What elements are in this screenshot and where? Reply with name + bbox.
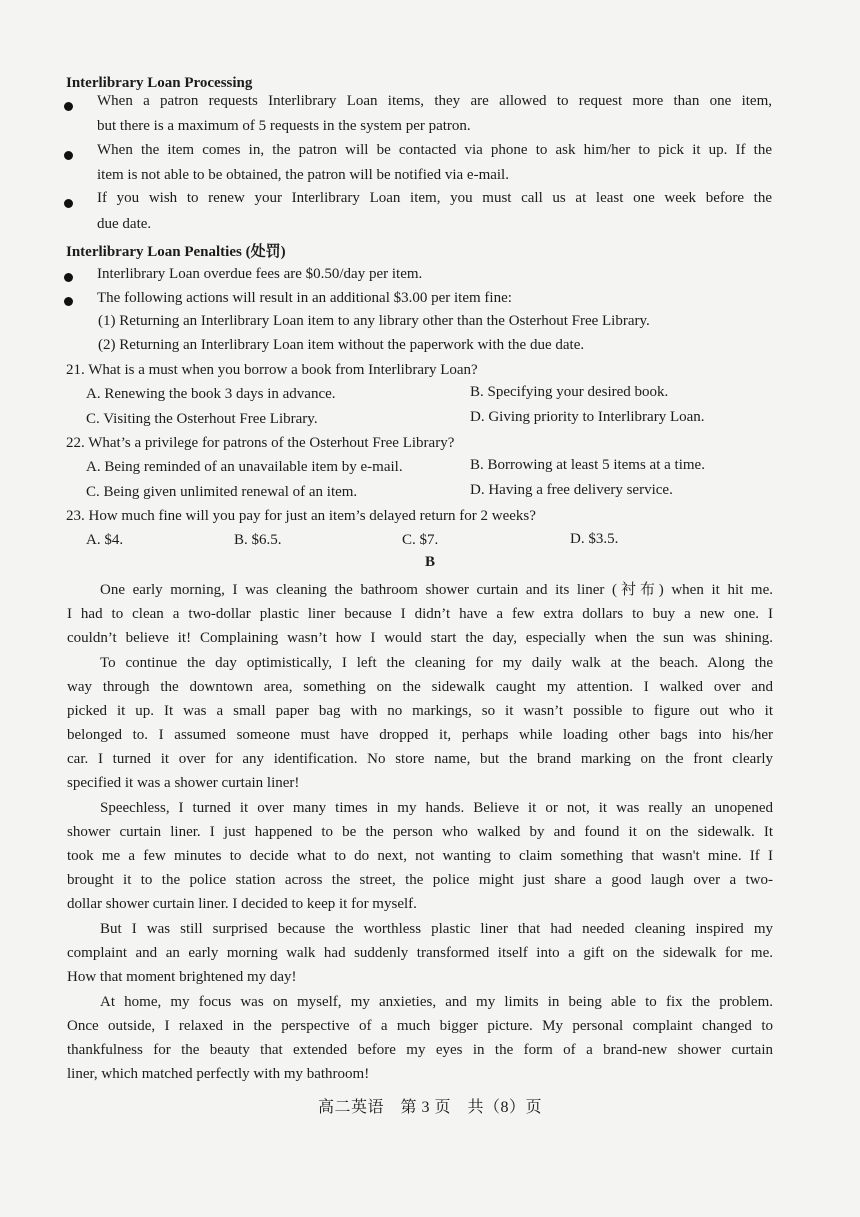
passage-line: brought it to the police station across the street, the police might just share a good laugh over a two- (67, 872, 773, 888)
question-21-option-a: A. Renewing the book 3 days in advance. (86, 386, 336, 402)
processing-item-2-line-2: item is not able to be obtained, the patron will be notified via e-mail. (97, 167, 509, 183)
processing-item-2-line-1: When the item comes in, the patron will be contacted via phone to ask him/her to pick it up. If the (97, 142, 772, 158)
question-21-option-b: B. Specifying your desired book. (470, 384, 669, 400)
section-heading-penalties: Interlibrary Loan Penalties (处罚) (66, 244, 286, 260)
passage-line: specified it was a shower curtain liner! (67, 775, 300, 791)
processing-item-1-line-2: but there is a maximum of 5 requests in the system per patron. (97, 118, 471, 134)
penalties-item-1: Interlibrary Loan overdue fees are $0.50/day per item. (97, 266, 423, 282)
processing-item-3-line-1: If you wish to renew your Interlibrary Loan item, you must call us at least one week before the (97, 190, 772, 206)
passage-line: complaint and an early morning walk had suddenly transformed itself into a gift on the sidewalk for me. (67, 945, 773, 961)
bullet-icon (64, 199, 73, 208)
bullet-icon (64, 151, 73, 160)
passage-line: way through the downtown area, something on the sidewalk caught my attention. I walked over and (67, 679, 773, 695)
bullet-icon (64, 102, 73, 111)
question-22-option-a: A. Being reminded of an unavailable item by e-mail. (86, 459, 403, 475)
bullet-icon (64, 297, 73, 306)
question-23-option-a: A. $4. (86, 532, 124, 548)
passage-line: shower curtain liner. I just happened to be the person who walked by and found it on the sidewalk. It (67, 824, 773, 840)
passage-line: dollar shower curtain liner. I decided to keep it for myself. (67, 896, 417, 912)
section-heading-processing: Interlibrary Loan Processing (66, 75, 253, 91)
passage-line: Speechless, I turned it over many times in my hands. Believe it or not, it was really an unopened (100, 800, 773, 816)
question-21-option-d: D. Giving priority to Interlibrary Loan. (470, 409, 705, 425)
question-22-option-c: C. Being given unlimited renewal of an item. (86, 484, 358, 500)
question-23-option-c: C. $7. (402, 532, 439, 548)
passage-line: But I was still surprised because the worthless plastic liner that had needed cleaning inspired my (100, 921, 773, 937)
penalties-subitem-2: (2) Returning an Interlibrary Loan item without the paperwork with the due date. (98, 337, 585, 353)
passage-line: Once outside, I relaxed in the perspective of a much bigger picture. My personal complaint changed to (67, 1018, 773, 1034)
passage-line: liner, which matched perfectly with my bathroom! (67, 1066, 370, 1082)
passage-line: thankfulness for the beauty that extended before my eyes in the form of a brand-new shower curtain (67, 1042, 773, 1058)
processing-item-3-line-2: due date. (97, 216, 152, 232)
question-23-stem: 23. How much fine will you pay for just an item’s delayed return for 2 weeks? (66, 508, 536, 524)
passage-line: belonged to. I assumed someone must have dropped it, perhaps while loading other bags into his/her (67, 727, 773, 743)
processing-item-1-line-1: When a patron requests Interlibrary Loan items, they are allowed to request more than one item, (97, 93, 772, 109)
passage-line: picked it up. It was a small paper bag with no markings, so it wasn’t possible to figure out who it (67, 703, 773, 719)
penalties-subitem-1: (1) Returning an Interlibrary Loan item to any library other than the Osterhout Free Library. (98, 313, 650, 329)
question-22-option-d: D. Having a free delivery service. (470, 482, 673, 498)
question-23-option-d: D. $3.5. (570, 531, 619, 547)
passage-line: took me a few minutes to decide what to do next, not wanting to claim something that wasn't mine. If I (67, 848, 773, 864)
passage-line: At home, my focus was on myself, my anxieties, and my limits in being able to fix the problem. (100, 994, 773, 1010)
bullet-icon (64, 273, 73, 282)
question-21-option-c: C. Visiting the Osterhout Free Library. (86, 411, 318, 427)
passage-line: couldn’t believe it! Complaining wasn’t how I would start the day, especially when the sun was shining. (67, 630, 773, 646)
penalties-item-2: The following actions will result in an additional $3.00 per item fine: (97, 290, 512, 306)
passage-line: I had to clean a two-dollar plastic liner because I didn’t have a few extra dollars to buy a new one. I (67, 606, 773, 622)
question-22-stem: 22. What’s a privilege for patrons of the Osterhout Free Library? (66, 435, 455, 451)
passage-section-letter: B (424, 554, 435, 570)
question-21-stem: 21. What is a must when you borrow a book from Interlibrary Loan? (66, 362, 478, 378)
passage-line: How that moment brightened my day! (67, 969, 297, 985)
passage-line: One early morning, I was cleaning the bathroom shower curtain and its liner (衬布) when it hit me. (100, 582, 773, 598)
passage-line: To continue the day optimistically, I left the cleaning for my daily walk at the beach. Along the (100, 655, 773, 671)
passage-line: car. I turned it over for any identification. No store name, but the brand marking on the front clearly (67, 751, 773, 767)
question-23-option-b: B. $6.5. (234, 532, 282, 548)
page-footer: 高二英语 第 3 页 共（8）页 (317, 1099, 542, 1116)
question-22-option-b: B. Borrowing at least 5 items at a time. (470, 457, 705, 473)
